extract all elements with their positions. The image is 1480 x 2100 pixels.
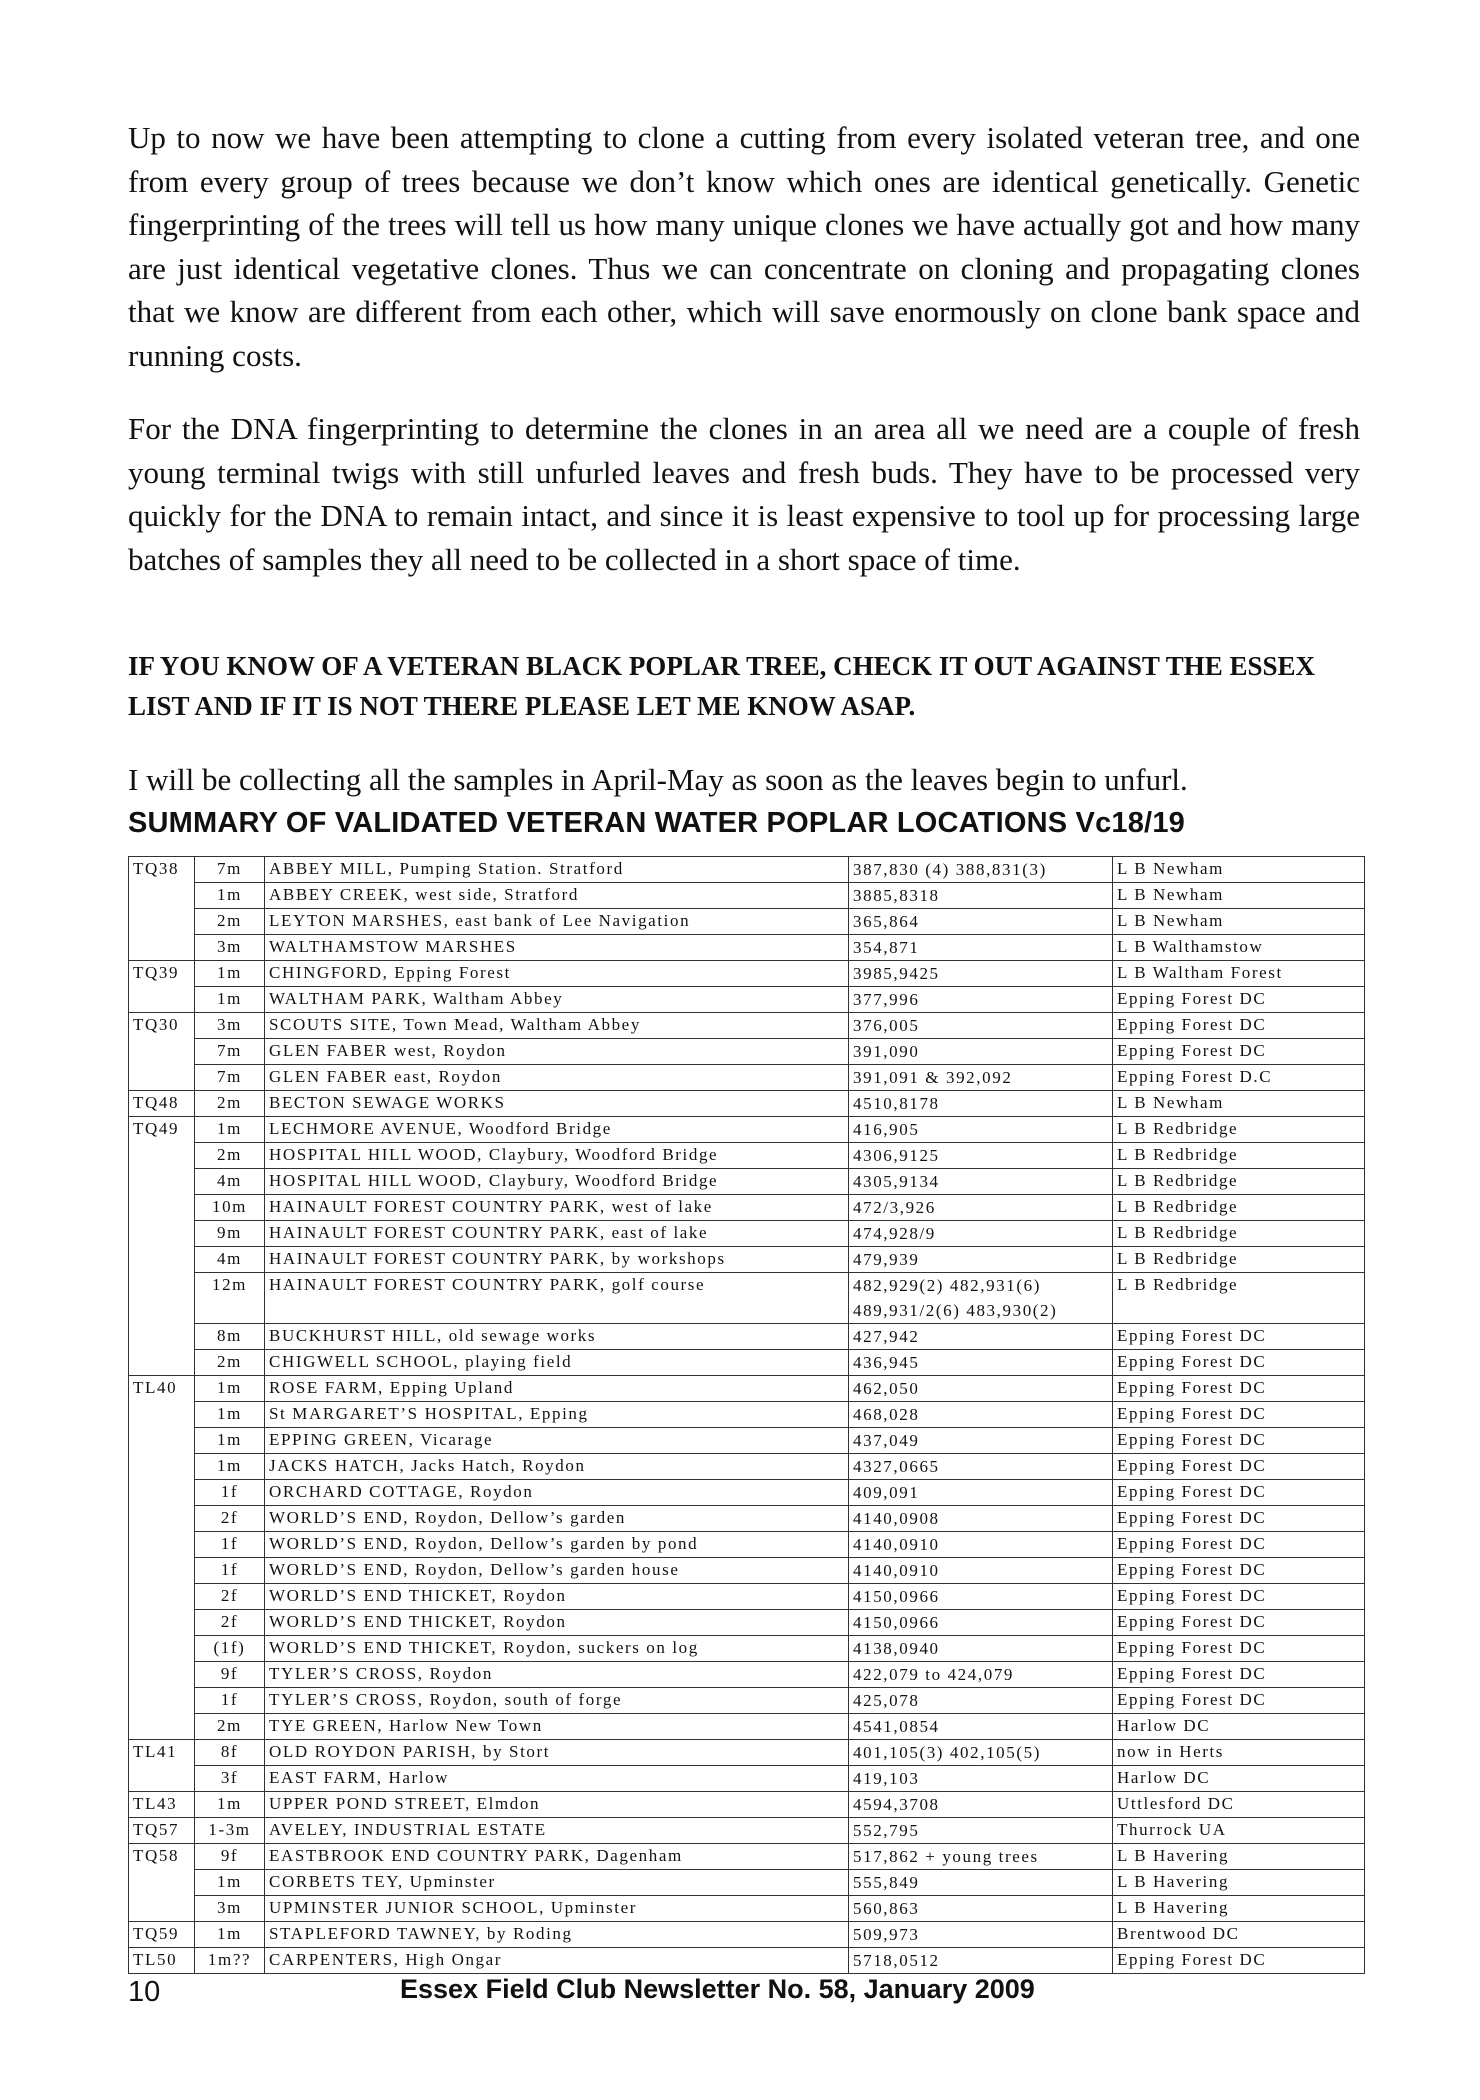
grid-square-cell [129, 1350, 195, 1376]
grid-square-cell [129, 1610, 195, 1636]
table-row [129, 1454, 1365, 1480]
table-row [129, 1610, 1365, 1636]
grid-square-cell [129, 1273, 195, 1324]
tree-count-cell: 4m [195, 1247, 265, 1273]
grid-square-cell: TQ38 [129, 857, 195, 883]
tree-count-cell: 1m [195, 1428, 265, 1454]
tree-count-cell: 2f [195, 1506, 265, 1532]
location-cell: OLD ROYDON PARISH, by Stort [265, 1740, 849, 1766]
tree-count-cell: 1m [195, 1922, 265, 1948]
grid-reference-cell: 4140,0908 [849, 1506, 1113, 1532]
grid-square-cell: TL50 [129, 1948, 195, 1974]
tree-count-cell: 2f [195, 1610, 265, 1636]
grid-square-cell [129, 1454, 195, 1480]
alert-notice: IF YOU KNOW OF A VETERAN BLACK POPLAR TREE, CHECK IT OUT AGAINST THE ESSEX LIST AND IF IT IS NOT THERE PLEASE LET ME KNOW ASAP. [128, 651, 1316, 721]
authority-cell: L B Redbridge [1113, 1195, 1365, 1221]
grid-reference-cell: 436,945 [849, 1350, 1113, 1376]
location-cell: ROSE FARM, Epping Upland [265, 1376, 849, 1402]
authority-cell: Epping Forest DC [1113, 1454, 1365, 1480]
table-row [129, 1636, 1365, 1662]
authority-cell: L B Redbridge [1113, 1221, 1365, 1247]
location-cell: GLEN FABER west, Roydon [265, 1039, 849, 1065]
location-cell: TYE GREEN, Harlow New Town [265, 1714, 849, 1740]
location-cell: BECTON SEWAGE WORKS [265, 1091, 849, 1117]
grid-reference-cell: 468,028 [849, 1402, 1113, 1428]
authority-cell: Epping Forest DC [1113, 1480, 1365, 1506]
location-cell: EASTBROOK END COUNTRY PARK, Dagenham [265, 1844, 849, 1870]
grid-reference-cell: 365,864 [849, 909, 1113, 935]
location-cell: WALTHAMSTOW MARSHES [265, 935, 849, 961]
table-row [129, 1714, 1365, 1740]
authority-cell: Brentwood DC [1113, 1922, 1365, 1948]
location-cell: HAINAULT FOREST COUNTRY PARK, east of lake [265, 1221, 849, 1247]
location-cell: HOSPITAL HILL WOOD, Claybury, Woodford Bridge [265, 1169, 849, 1195]
grid-square-cell [129, 1428, 195, 1454]
tree-count-cell: 9m [195, 1221, 265, 1247]
tree-count-cell: (1f) [195, 1636, 265, 1662]
grid-reference-cell: 4594,3708 [849, 1792, 1113, 1818]
tree-count-cell: 1m [195, 1454, 265, 1480]
tree-count-cell: 1m [195, 1376, 265, 1402]
location-cell: JACKS HATCH, Jacks Hatch, Roydon [265, 1454, 849, 1480]
grid-square-cell [129, 1714, 195, 1740]
tree-count-cell: 7m [195, 1039, 265, 1065]
grid-square-cell [129, 1870, 195, 1896]
table-title: SUMMARY OF VALIDATED VETERAN WATER POPLAR LOCATIONS Vc18/19 [128, 807, 1185, 839]
grid-reference-cell: 4327,0665 [849, 1454, 1113, 1480]
grid-reference-cell: 4541,0854 [849, 1714, 1113, 1740]
table-row [129, 1247, 1365, 1273]
grid-reference-cell: 4306,9125 [849, 1143, 1113, 1169]
grid-reference-cell: 555,849 [849, 1870, 1113, 1896]
grid-reference-cell: 5718,0512 [849, 1948, 1113, 1974]
table-row [129, 1324, 1365, 1350]
authority-cell: L B Redbridge [1113, 1143, 1365, 1169]
table-row [129, 1558, 1365, 1584]
authority-cell: Harlow DC [1113, 1714, 1365, 1740]
grid-square-cell [129, 1143, 195, 1169]
tree-count-cell: 8m [195, 1324, 265, 1350]
grid-square-cell [129, 1480, 195, 1506]
location-cell: WORLD’S END, Roydon, Dellow’s garden house [265, 1558, 849, 1584]
authority-cell: Epping Forest DC [1113, 1688, 1365, 1714]
authority-cell: Epping Forest DC [1113, 1558, 1365, 1584]
grid-square-cell [129, 1402, 195, 1428]
table-row [129, 1221, 1365, 1247]
location-cell: LEYTON MARSHES, east bank of Lee Navigation [265, 909, 849, 935]
location-cell: ABBEY MILL, Pumping Station. Stratford [265, 857, 849, 883]
grid-reference-cell: 401,105(3) 402,105(5) [849, 1740, 1113, 1766]
authority-cell: Epping Forest DC [1113, 1350, 1365, 1376]
grid-square-cell [129, 1195, 195, 1221]
authority-cell: L B Redbridge [1113, 1169, 1365, 1195]
grid-reference-cell: 4510,8178 [849, 1091, 1113, 1117]
grid-reference-cell: 4140,0910 [849, 1532, 1113, 1558]
authority-cell: L B Newham [1113, 857, 1365, 883]
authority-cell: L B Redbridge [1113, 1273, 1365, 1324]
location-cell: HAINAULT FOREST COUNTRY PARK, by workshops [265, 1247, 849, 1273]
grid-reference-cell: 437,049 [849, 1428, 1113, 1454]
location-cell: WALTHAM PARK, Waltham Abbey [265, 987, 849, 1013]
table-row [129, 1273, 1365, 1324]
table-row [129, 1480, 1365, 1506]
authority-cell: L B Newham [1113, 909, 1365, 935]
location-cell: TYLER’S CROSS, Roydon [265, 1662, 849, 1688]
location-cell: CHINGFORD, Epping Forest [265, 961, 849, 987]
table-row [129, 1376, 1365, 1402]
location-cell: EAST FARM, Harlow [265, 1766, 849, 1792]
table-row [129, 935, 1365, 961]
paragraph-cloning: Up to now we have been attempting to clone a cutting from every isolated veteran tree, and one from every group of trees because we don’t know which ones are identical genetically. Genetic fingerprinting of the trees will tell us how many unique clones we have actually got and how many are just identical vegetative clones. Thus we can concentrate on cloning and propagating clones that we know are different from each other, which will save enormously on clone bank space and running costs. [128, 120, 1360, 373]
table-row [129, 1948, 1365, 1974]
tree-count-cell: 1-3m [195, 1818, 265, 1844]
location-cell: SCOUTS SITE, Town Mead, Waltham Abbey [265, 1013, 849, 1039]
authority-cell: Epping Forest DC [1113, 1584, 1365, 1610]
location-cell: HAINAULT FOREST COUNTRY PARK, west of lake [265, 1195, 849, 1221]
table-row [129, 1922, 1365, 1948]
table-row [129, 1065, 1365, 1091]
table-row [129, 1402, 1365, 1428]
grid-square-cell: TQ58 [129, 1844, 195, 1870]
grid-square-cell: TL40 [129, 1376, 195, 1402]
location-cell: HOSPITAL HILL WOOD, Claybury, Woodford Bridge [265, 1143, 849, 1169]
grid-reference-cell: 391,090 [849, 1039, 1113, 1065]
grid-square-cell [129, 1065, 195, 1091]
table-row [129, 909, 1365, 935]
grid-square-cell [129, 1324, 195, 1350]
table-row [129, 1506, 1365, 1532]
table-row [129, 1532, 1365, 1558]
tree-count-cell: 8f [195, 1740, 265, 1766]
tree-count-cell: 4m [195, 1169, 265, 1195]
grid-square-cell [129, 1896, 195, 1922]
location-cell: LECHMORE AVENUE, Woodford Bridge [265, 1117, 849, 1143]
tree-count-cell: 2m [195, 1350, 265, 1376]
newsletter-footer-title: Essex Field Club Newsletter No. 58, January 2009 [400, 1974, 1035, 2004]
tree-count-cell: 3f [195, 1766, 265, 1792]
grid-reference-cell: 3985,9425 [849, 961, 1113, 987]
grid-square-cell: TQ49 [129, 1117, 195, 1143]
location-cell: WORLD’S END, Roydon, Dellow’s garden [265, 1506, 849, 1532]
location-cell: BUCKHURST HILL, old sewage works [265, 1324, 849, 1350]
grid-square-cell [129, 1584, 195, 1610]
authority-cell: Epping Forest D.C [1113, 1065, 1365, 1091]
authority-cell: Epping Forest DC [1113, 1506, 1365, 1532]
table-row [129, 1662, 1365, 1688]
grid-reference-cell: 427,942 [849, 1324, 1113, 1350]
authority-cell: Epping Forest DC [1113, 1610, 1365, 1636]
authority-cell: Epping Forest DC [1113, 1636, 1365, 1662]
grid-square-cell [129, 1636, 195, 1662]
paragraph-sample-collection: I will be collecting all the samples in April-May as soon as the leaves begin to unfurl. [128, 762, 1188, 797]
location-cell: UPPER POND STREET, Elmdon [265, 1792, 849, 1818]
table-row [129, 1584, 1365, 1610]
tree-count-cell: 1m [195, 1402, 265, 1428]
tree-count-cell: 9f [195, 1844, 265, 1870]
tree-count-cell: 1m [195, 1870, 265, 1896]
tree-count-cell: 1f [195, 1558, 265, 1584]
grid-square-cell: TL43 [129, 1792, 195, 1818]
tree-count-cell: 1m [195, 1792, 265, 1818]
grid-reference-cell: 3885,8318 [849, 883, 1113, 909]
grid-reference-cell: 354,871 [849, 935, 1113, 961]
tree-count-cell: 3m [195, 1896, 265, 1922]
grid-reference-cell: 4150,0966 [849, 1584, 1113, 1610]
location-cell: St MARGARET’S HOSPITAL, Epping [265, 1402, 849, 1428]
authority-cell: Epping Forest DC [1113, 1662, 1365, 1688]
authority-cell: Epping Forest DC [1113, 1324, 1365, 1350]
tree-count-cell: 3m [195, 935, 265, 961]
grid-reference-cell: 391,091 & 392,092 [849, 1065, 1113, 1091]
table-row [129, 1896, 1365, 1922]
authority-cell: L B Walthamstow [1113, 935, 1365, 961]
table-row [129, 1844, 1365, 1870]
grid-square-cell [129, 1039, 195, 1065]
location-cell: AVELEY, INDUSTRIAL ESTATE [265, 1818, 849, 1844]
grid-reference-cell: 416,905 [849, 1117, 1113, 1143]
location-cell: WORLD’S END THICKET, Roydon [265, 1584, 849, 1610]
location-cell: WORLD’S END THICKET, Roydon, suckers on log [265, 1636, 849, 1662]
grid-square-cell: TQ57 [129, 1818, 195, 1844]
tree-count-cell: 1m [195, 961, 265, 987]
authority-cell: L B Havering [1113, 1896, 1365, 1922]
tree-count-cell: 12m [195, 1273, 265, 1324]
tree-count-cell: 7m [195, 1065, 265, 1091]
table-row [129, 1350, 1365, 1376]
location-cell: ABBEY CREEK, west side, Stratford [265, 883, 849, 909]
page-number: 10 [128, 1976, 161, 2008]
table-row [129, 857, 1365, 883]
table-row [129, 1740, 1365, 1766]
grid-reference-cell: 4140,0910 [849, 1558, 1113, 1584]
tree-count-cell: 1f [195, 1532, 265, 1558]
authority-cell: Epping Forest DC [1113, 1039, 1365, 1065]
authority-cell: Thurrock UA [1113, 1818, 1365, 1844]
tree-count-cell: 2m [195, 1714, 265, 1740]
grid-square-cell [129, 1221, 195, 1247]
grid-square-cell: TQ48 [129, 1091, 195, 1117]
authority-cell: Harlow DC [1113, 1766, 1365, 1792]
authority-cell: Epping Forest DC [1113, 1376, 1365, 1402]
authority-cell: L B Newham [1113, 1091, 1365, 1117]
table-row [129, 1766, 1365, 1792]
table-row [129, 1870, 1365, 1896]
grid-square-cell [129, 1766, 195, 1792]
location-cell: ORCHARD COTTAGE, Roydon [265, 1480, 849, 1506]
authority-cell: Epping Forest DC [1113, 1428, 1365, 1454]
tree-count-cell: 10m [195, 1195, 265, 1221]
authority-cell: Epping Forest DC [1113, 1532, 1365, 1558]
grid-square-cell: TQ30 [129, 1013, 195, 1039]
tree-count-cell: 1m [195, 883, 265, 909]
authority-cell: Epping Forest DC [1113, 1013, 1365, 1039]
tree-count-cell: 1f [195, 1480, 265, 1506]
grid-reference-cell: 509,973 [849, 1922, 1113, 1948]
location-cell: WORLD’S END, Roydon, Dellow’s garden by pond [265, 1532, 849, 1558]
location-cell: CHIGWELL SCHOOL, playing field [265, 1350, 849, 1376]
grid-square-cell [129, 987, 195, 1013]
grid-square-cell [129, 1532, 195, 1558]
grid-reference-cell: 419,103 [849, 1766, 1113, 1792]
tree-count-cell: 7m [195, 857, 265, 883]
table-row [129, 883, 1365, 909]
tree-count-cell: 2f [195, 1584, 265, 1610]
grid-square-cell [129, 1506, 195, 1532]
table-row [129, 1688, 1365, 1714]
grid-reference-cell: 4138,0940 [849, 1636, 1113, 1662]
grid-reference-cell: 472/3,926 [849, 1195, 1113, 1221]
tree-count-cell: 2m [195, 909, 265, 935]
grid-reference-cell: 409,091 [849, 1480, 1113, 1506]
location-cell: GLEN FABER east, Roydon [265, 1065, 849, 1091]
location-cell: CORBETS TEY, Upminster [265, 1870, 849, 1896]
tree-count-cell: 1m?? [195, 1948, 265, 1974]
tree-count-cell: 1m [195, 1117, 265, 1143]
table-row [129, 1818, 1365, 1844]
location-cell: EPPING GREEN, Vicarage [265, 1428, 849, 1454]
authority-cell: L B Redbridge [1113, 1117, 1365, 1143]
table-row [129, 1013, 1365, 1039]
tree-count-cell: 3m [195, 1013, 265, 1039]
table-row [129, 1792, 1365, 1818]
grid-reference-cell: 479,939 [849, 1247, 1113, 1273]
grid-square-cell: TL41 [129, 1740, 195, 1766]
authority-cell: L B Waltham Forest [1113, 961, 1365, 987]
tree-count-cell: 1f [195, 1688, 265, 1714]
table-row [129, 1117, 1365, 1143]
tree-count-cell: 1m [195, 987, 265, 1013]
grid-square-cell [129, 1662, 195, 1688]
grid-reference-cell: 552,795 [849, 1818, 1113, 1844]
table-row [129, 1039, 1365, 1065]
grid-reference-cell: 517,862 + young trees [849, 1844, 1113, 1870]
grid-square-cell [129, 1558, 195, 1584]
tree-count-cell: 2m [195, 1143, 265, 1169]
grid-square-cell: TQ39 [129, 961, 195, 987]
locations-table-body [129, 857, 1365, 1974]
table-row [129, 1195, 1365, 1221]
locations-table [128, 856, 1365, 1974]
table-row [129, 1169, 1365, 1195]
authority-cell: Epping Forest DC [1113, 1402, 1365, 1428]
location-cell: HAINAULT FOREST COUNTRY PARK, golf course [265, 1273, 849, 1324]
table-row [129, 1428, 1365, 1454]
authority-cell: now in Herts [1113, 1740, 1365, 1766]
location-cell: TYLER’S CROSS, Roydon, south of forge [265, 1688, 849, 1714]
tree-count-cell: 9f [195, 1662, 265, 1688]
grid-reference-cell: 4305,9134 [849, 1169, 1113, 1195]
grid-reference-cell: 560,863 [849, 1896, 1113, 1922]
tree-count-cell: 2m [195, 1091, 265, 1117]
location-cell: UPMINSTER JUNIOR SCHOOL, Upminster [265, 1896, 849, 1922]
location-cell: CARPENTERS, High Ongar [265, 1948, 849, 1974]
authority-cell: L B Newham [1113, 883, 1365, 909]
grid-reference-cell: 462,050 [849, 1376, 1113, 1402]
grid-reference-cell: 422,079 to 424,079 [849, 1662, 1113, 1688]
grid-reference-cell: 376,005 [849, 1013, 1113, 1039]
grid-square-cell: TQ59 [129, 1922, 195, 1948]
authority-cell: Uttlesford DC [1113, 1792, 1365, 1818]
table-row [129, 961, 1365, 987]
table-row [129, 1143, 1365, 1169]
grid-reference-cell: 482,929(2) 482,931(6) 489,931/2(6) 483,930(2) [849, 1273, 1113, 1324]
grid-square-cell [129, 935, 195, 961]
grid-square-cell [129, 1247, 195, 1273]
grid-reference-cell: 387,830 (4) 388,831(3) [849, 857, 1113, 883]
authority-cell: Epping Forest DC [1113, 987, 1365, 1013]
table-row [129, 987, 1365, 1013]
grid-reference-cell: 474,928/9 [849, 1221, 1113, 1247]
authority-cell: L B Havering [1113, 1870, 1365, 1896]
grid-square-cell [129, 1688, 195, 1714]
authority-cell: L B Redbridge [1113, 1247, 1365, 1273]
location-cell: STAPLEFORD TAWNEY, by Roding [265, 1922, 849, 1948]
grid-reference-cell: 425,078 [849, 1688, 1113, 1714]
grid-reference-cell: 4150,0966 [849, 1610, 1113, 1636]
authority-cell: Epping Forest DC [1113, 1948, 1365, 1974]
grid-square-cell [129, 909, 195, 935]
location-cell: WORLD’S END THICKET, Roydon [265, 1610, 849, 1636]
grid-square-cell [129, 1169, 195, 1195]
authority-cell: L B Havering [1113, 1844, 1365, 1870]
grid-reference-cell: 377,996 [849, 987, 1113, 1013]
grid-square-cell [129, 883, 195, 909]
table-row [129, 1091, 1365, 1117]
paragraph-dna-fingerprinting: For the DNA fingerprinting to determine the clones in an area all we need are a couple of fresh young terminal twigs with still unfurled leaves and fresh buds. They have to be processed very quickly for the DNA to remain intact, and since it is least expensive to tool up for processing large batches of samples they all need to be collected in a short space of time. [128, 411, 1360, 577]
